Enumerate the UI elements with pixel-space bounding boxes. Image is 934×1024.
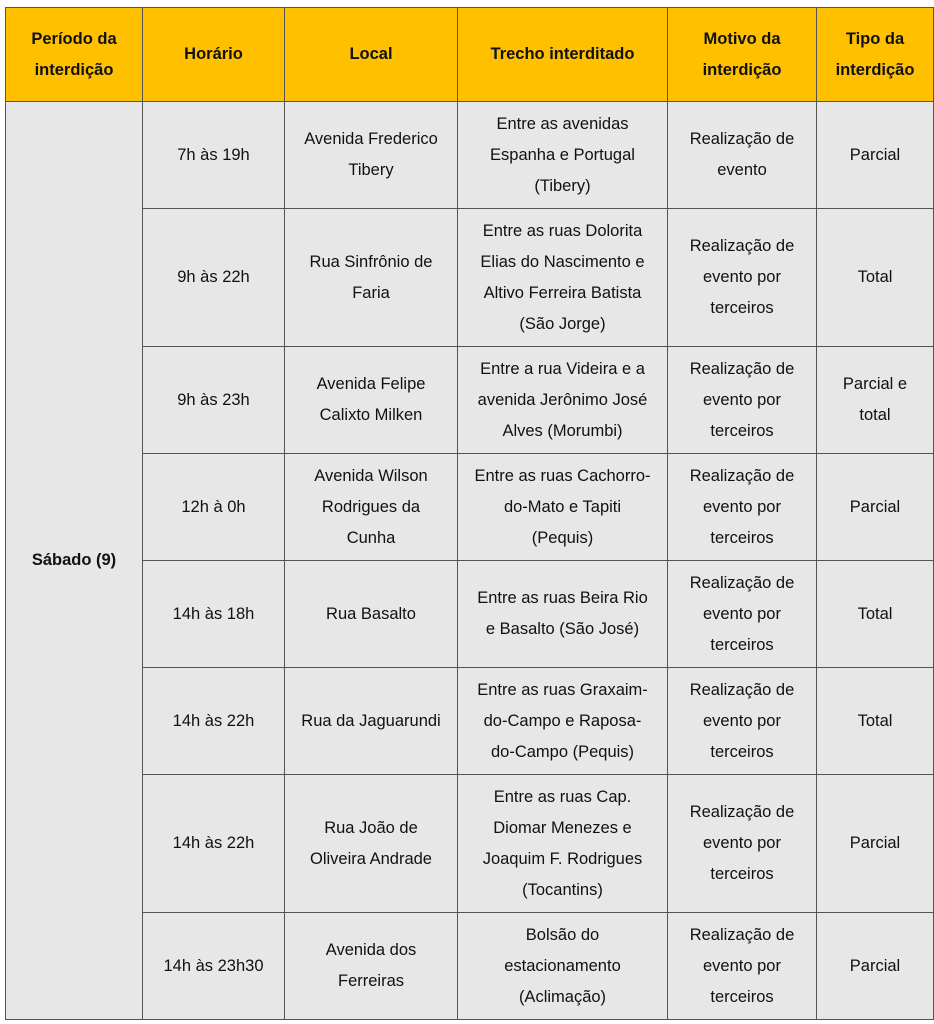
period-cell: Sábado (9) bbox=[6, 102, 143, 1020]
trecho-cell: Entre as avenidas Espanha e Portugal (Tibery) bbox=[458, 102, 668, 209]
tipo-cell: Parcial bbox=[817, 102, 934, 209]
table-row bbox=[6, 454, 934, 561]
header-trecho: Trecho interditado bbox=[458, 8, 668, 102]
motivo-cell: Realização de evento por terceiros bbox=[668, 668, 817, 775]
motivo-cell: Realização de evento por terceiros bbox=[668, 209, 817, 347]
header-horario: Horário bbox=[143, 8, 285, 102]
local-cell: Avenida Wilson Rodrigues da Cunha bbox=[285, 454, 458, 561]
header-periodo: Período da interdição bbox=[6, 8, 143, 102]
tipo-cell: Parcial bbox=[817, 775, 934, 913]
trecho-cell: Entre a rua Videira e a avenida Jerônimo José Alves (Morumbi) bbox=[458, 347, 668, 454]
trecho-cell: Entre as ruas Dolorita Elias do Nascimento e Altivo Ferreira Batista (São Jorge) bbox=[458, 209, 668, 347]
trecho-cell: Entre as ruas Graxaim- do-Campo e Raposa- do-Campo (Pequis) bbox=[458, 668, 668, 775]
header-motivo: Motivo da interdição bbox=[668, 8, 817, 102]
local-cell: Rua Basalto bbox=[285, 561, 458, 668]
motivo-cell: Realização de evento bbox=[668, 102, 817, 209]
horario-cell: 12h à 0h bbox=[143, 454, 285, 561]
motivo-cell: Realização de evento por terceiros bbox=[668, 775, 817, 913]
road-closure-table bbox=[5, 7, 934, 1020]
horario-cell: 7h às 19h bbox=[143, 102, 285, 209]
local-cell: Rua da Jaguarundi bbox=[285, 668, 458, 775]
local-cell: Avenida dos Ferreiras bbox=[285, 913, 458, 1020]
motivo-cell: Realização de evento por terceiros bbox=[668, 454, 817, 561]
horario-cell: 14h às 22h bbox=[143, 668, 285, 775]
table-row bbox=[6, 209, 934, 347]
trecho-cell: Bolsão do estacionamento (Aclimação) bbox=[458, 913, 668, 1020]
table-row bbox=[6, 347, 934, 454]
table-row bbox=[6, 668, 934, 775]
motivo-cell: Realização de evento por terceiros bbox=[668, 347, 817, 454]
tipo-cell: Parcial e total bbox=[817, 347, 934, 454]
horario-cell: 9h às 22h bbox=[143, 209, 285, 347]
horario-cell: 9h às 23h bbox=[143, 347, 285, 454]
tipo-cell: Parcial bbox=[817, 454, 934, 561]
motivo-cell: Realização de evento por terceiros bbox=[668, 561, 817, 668]
table-row bbox=[6, 775, 934, 913]
horario-cell: 14h às 23h30 bbox=[143, 913, 285, 1020]
trecho-cell: Entre as ruas Cachorro- do-Mato e Tapiti (Pequis) bbox=[458, 454, 668, 561]
tipo-cell: Total bbox=[817, 209, 934, 347]
local-cell: Rua Sinfrônio de Faria bbox=[285, 209, 458, 347]
table-row bbox=[6, 913, 934, 1020]
horario-cell: 14h às 22h bbox=[143, 775, 285, 913]
local-cell: Rua João de Oliveira Andrade bbox=[285, 775, 458, 913]
motivo-cell: Realização de evento por terceiros bbox=[668, 913, 817, 1020]
tipo-cell: Total bbox=[817, 668, 934, 775]
horario-cell: 14h às 18h bbox=[143, 561, 285, 668]
tipo-cell: Total bbox=[817, 561, 934, 668]
table-row bbox=[6, 102, 934, 209]
header-local: Local bbox=[285, 8, 458, 102]
table-row bbox=[6, 561, 934, 668]
tipo-cell: Parcial bbox=[817, 913, 934, 1020]
trecho-cell: Entre as ruas Beira Rio e Basalto (São José) bbox=[458, 561, 668, 668]
header-row bbox=[6, 8, 934, 102]
header-tipo: Tipo da interdição bbox=[817, 8, 934, 102]
local-cell: Avenida Felipe Calixto Milken bbox=[285, 347, 458, 454]
local-cell: Avenida Frederico Tibery bbox=[285, 102, 458, 209]
trecho-cell: Entre as ruas Cap. Diomar Menezes e Joaquim F. Rodrigues (Tocantins) bbox=[458, 775, 668, 913]
